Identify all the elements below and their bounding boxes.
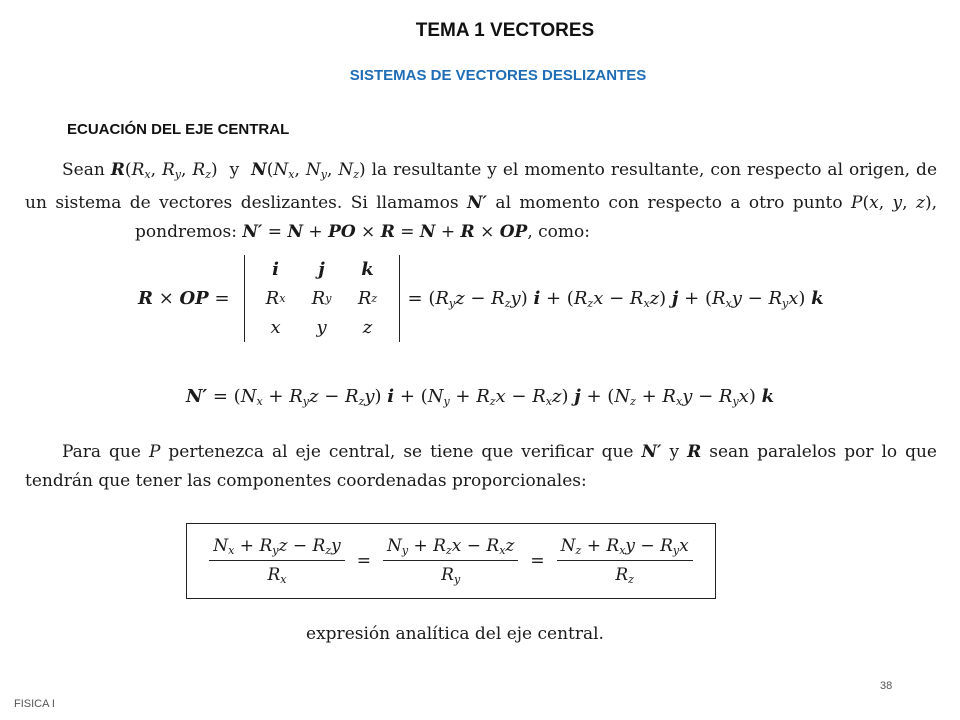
condition-text-3: y <box>661 442 688 462</box>
footer-course: FISICA I <box>14 698 55 710</box>
condition-text-4: sean paralelos por lo que tendrán que tener las componentes coordenadas proporcionales: <box>25 442 937 491</box>
page-number: 38 <box>880 680 893 692</box>
intro-text-3: al momento con respecto a otro punto <box>487 193 852 213</box>
intro-text-1: Sean <box>62 160 111 180</box>
page-subtitle: SISTEMAS DE VECTORES DESLIZANTES <box>349 67 647 84</box>
fraction-z: $\frac{N_z + R_xy - R_yx}{R_z}$ <box>557 536 693 586</box>
page-title: TEMA 1 VECTORES <box>415 20 595 41</box>
fraction-y: $\frac{N_y + R_zx - R_xz}{R_y}$ <box>383 536 518 586</box>
central-axis-equation-box: $\frac{N_x + R_yz - R_zy}{R_x}$ = $\frac{N_y + R_zx - R_xz}{R_y}$ = $\frac{N_z + R_xy - R_yx}{R_z}$ <box>186 523 716 599</box>
determinant-matrix: i j k R x R y R z x y z <box>244 255 400 342</box>
cross-product-determinant: R × OP = i j k R x R y R z x y z = $(R_yz - R_zy) i + (R_zx - R_xz) j + (R_xy - R_yx)$ k <box>138 255 824 342</box>
intro-text-5: pondremos: <box>135 222 243 242</box>
intro-text-4: , <box>931 193 937 213</box>
intro-text-6: , como: <box>527 222 590 242</box>
fraction-x: $\frac{N_x + R_yz - R_zy}{R_x}$ <box>209 536 344 586</box>
intro-paragraph: Sean $R(R_x$, $R_y$, $R_z$) y $N(N_x$, $N_y$, $N_z$) la resultante y el momento resultante, con respecto al origen, de un sistema de vectores deslizantes. Si llamamos N′ al momento con respecto a otro punto P(x, y, z),pondremos: N′ = N + PO × R = N + R × OP, como: <box>25 160 937 242</box>
condition-text-2: pertenezca al eje central, se tiene que verificar que <box>160 442 642 462</box>
section-heading: ECUACIÓN DEL EJE CENTRAL <box>67 121 290 138</box>
intro-text-2: la resultante y el momento resultante, con respecto al origen, de un sistema de vectores deslizantes. Si llamamos <box>25 160 937 213</box>
condition-text-1: Para que <box>62 442 149 462</box>
moment-equation: $N' = (N_x + R_yz - R_zy) i + (N_y + R_zx - R_xz) j + (N_z + R_xy - R_yx)$ k <box>185 386 775 408</box>
closing-text: expresión analítica del eje central. <box>306 624 604 644</box>
condition-paragraph: Para que P pertenezca al eje central, se tiene que verificar que N′ y R sean paralelos por lo que tendrán que tener las componentes coordenadas proporcionales: <box>25 442 937 491</box>
